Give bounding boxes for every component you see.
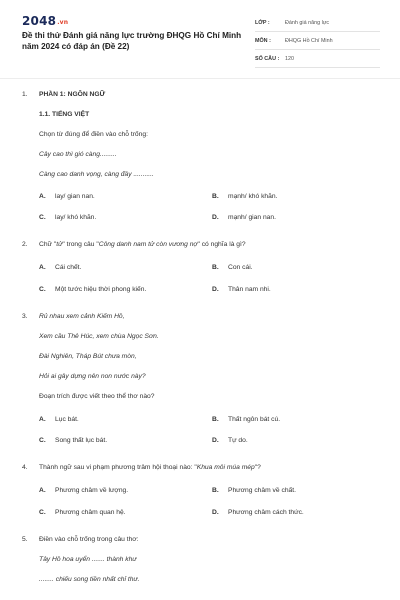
- q4-option-b-key[interactable]: B.: [212, 487, 219, 494]
- site-logo[interactable]: 2048.vn: [22, 14, 69, 28]
- q4-option-d[interactable]: Phương châm cách thức.: [228, 509, 304, 516]
- q2-option-d[interactable]: Thân nam nhi.: [228, 286, 271, 293]
- document-meta: [255, 14, 380, 68]
- meta-row-question-count: SỐ CÂU : 120: [255, 50, 380, 68]
- q2-option-c[interactable]: Một tước hiệu thời phong kiến.: [55, 286, 147, 293]
- q1-option-c[interactable]: lay/ khó khăn.: [55, 214, 97, 221]
- q3-prompt: Đoạn trích được viết theo thể thơ nào?: [39, 393, 155, 400]
- q5-number: 5.: [22, 536, 28, 543]
- q1-option-a-key[interactable]: A.: [39, 193, 46, 200]
- q1-option-b-key[interactable]: B.: [212, 193, 219, 200]
- logo-suffix: .vn: [57, 19, 69, 26]
- q2-option-d-key[interactable]: D.: [212, 286, 219, 293]
- q4-prompt: Thành ngữ sau vi phạm phương trâm hội thoại nào: "Khua môi múa mép"?: [39, 464, 261, 471]
- q2-number: 2.: [22, 241, 28, 248]
- q3-option-d[interactable]: Tự do.: [228, 437, 248, 444]
- q2-option-a[interactable]: Cái chết.: [55, 264, 82, 271]
- q3-number: 3.: [22, 313, 28, 320]
- q4-number: 4.: [22, 464, 28, 471]
- q3-poem-line-2: Xem cầu Thê Húc, xem chùa Ngọc Sơn.: [39, 333, 159, 340]
- q2-option-a-key[interactable]: A.: [39, 264, 46, 271]
- q3-poem-line-1: Rủ nhau xem cảnh Kiếm Hồ,: [39, 313, 125, 320]
- q1-prompt: Chọn từ đúng để điền vào chỗ trống:: [39, 131, 148, 138]
- q4-option-c[interactable]: Phương châm quan hệ.: [55, 509, 126, 516]
- header-divider: [0, 78, 400, 79]
- q2-option-b[interactable]: Con cái.: [228, 264, 253, 271]
- section-number: 1.: [22, 91, 28, 98]
- document-title: Đề thi thử Đánh giá năng lực trường ĐHQG Hồ Chí Minh năm 2024 có đáp án (Đề 22): [22, 31, 242, 51]
- page-bottom-fade: [0, 592, 400, 600]
- q1-option-a[interactable]: lay/ gian nan.: [55, 193, 95, 200]
- q3-option-c-key[interactable]: C.: [39, 437, 46, 444]
- meta-row-class: LỚP : Đánh giá năng lực: [255, 14, 380, 32]
- q4-option-c-key[interactable]: C.: [39, 509, 46, 516]
- q1-option-c-key[interactable]: C.: [39, 214, 46, 221]
- q3-poem-line-3: Đài Nghiên, Tháp Bút chưa mòn,: [39, 353, 137, 360]
- q1-line-2: Càng cao danh vọng, càng đầy ...........: [39, 171, 154, 178]
- q3-option-c[interactable]: Song thất lục bát.: [55, 437, 108, 444]
- q5-line-1: Tây Hồ hoa uyển ....... thành khư: [39, 556, 137, 563]
- q1-line-1: Cây cao thì gió càng.........: [39, 151, 117, 158]
- q5-line-2: ........ chiếu song tiền nhất chỉ thư.: [39, 576, 140, 583]
- q4-option-a-key[interactable]: A.: [39, 487, 46, 494]
- q3-option-d-key[interactable]: D.: [212, 437, 219, 444]
- document-header: [0, 0, 400, 70]
- q3-option-a-key[interactable]: A.: [39, 416, 46, 423]
- q2-prompt: Chữ "tử" trong câu "Công danh nam tử còn vương nợ" có nghĩa là gì?: [39, 241, 246, 248]
- q1-option-d[interactable]: mạnh/ gian nan.: [228, 214, 276, 221]
- q2-option-c-key[interactable]: C.: [39, 286, 46, 293]
- q3-option-a[interactable]: Lục bát.: [55, 416, 79, 423]
- q3-poem-line-4: Hỏi ai gây dựng nên non nước này?: [39, 373, 146, 380]
- section-title: PHẦN 1: NGÔN NGỮ: [39, 91, 106, 98]
- q5-prompt: Điền vào chỗ trống trong câu thơ:: [39, 536, 139, 543]
- q3-option-b[interactable]: Thất ngôn bát cú.: [228, 416, 281, 423]
- q4-option-a[interactable]: Phương châm về lượng.: [55, 487, 129, 494]
- q4-option-d-key[interactable]: D.: [212, 509, 219, 516]
- q3-option-b-key[interactable]: B.: [212, 416, 219, 423]
- q1-option-d-key[interactable]: D.: [212, 214, 219, 221]
- meta-row-subject: MÔN : ĐHQG Hồ Chí Minh: [255, 32, 380, 50]
- section-subtitle: 1.1. TIẾNG VIỆT: [39, 111, 90, 118]
- q1-option-b[interactable]: mạnh/ khó khăn.: [228, 193, 278, 200]
- q4-option-b[interactable]: Phương châm về chất.: [228, 487, 296, 494]
- q2-option-b-key[interactable]: B.: [212, 264, 219, 271]
